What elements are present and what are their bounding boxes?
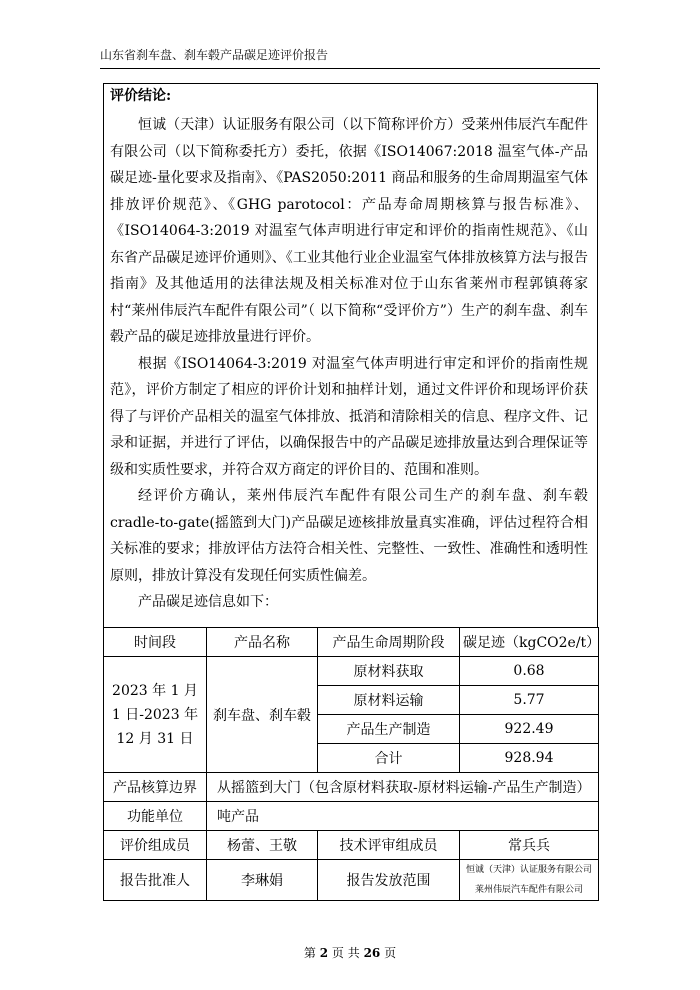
table-row — [104, 657, 599, 686]
page-mid: 页 共 — [331, 946, 360, 960]
header-product: 产品名称 — [207, 628, 318, 657]
team-row — [104, 831, 599, 860]
value-cell: 922.49 — [460, 715, 599, 744]
boundary-row — [104, 773, 599, 802]
stage-cell: 原材料获取 — [318, 657, 460, 686]
paragraph-confirmation: 经评价方确认，莱州伟辰汽车配件有限公司生产的刹车盘、刹车毂cradle-to-gate(摇篮到大门)产品碳足迹核排放量真实准确，评估过程符合相关标准的要求；排放评估方法符合相关性、完整性、一致性、准确性和透明性原则，排放计算没有发现任何实质性偏差。 — [110, 488, 588, 584]
unit-value: 吨产品 — [207, 802, 599, 831]
distribution-value — [460, 860, 599, 901]
table-header-row — [104, 628, 599, 657]
functional-unit-row — [104, 802, 599, 831]
product-cell: 刹车盘、刹车毂 — [207, 657, 318, 773]
team-label: 评价组成员 — [104, 831, 207, 860]
approver-value: 李琳娟 — [207, 860, 318, 901]
approver-label: 报告批准人 — [104, 860, 207, 901]
stage-cell: 产品生产制造 — [318, 715, 460, 744]
header-divider — [100, 68, 600, 69]
report-header: 山东省刹车盘、刹车毂产品碳足迹评价报告 — [100, 48, 329, 62]
boundary-label: 产品核算边界 — [104, 773, 207, 802]
team-value: 杨蕾、王敬 — [207, 831, 318, 860]
distribution-label: 报告发放范围 — [318, 860, 460, 901]
page-prefix: 第 — [303, 946, 316, 960]
total-pages: 26 — [363, 946, 381, 960]
paragraph-method: 根据《ISO14064-3:2019 对温室气体声明进行审定和评价的指南性规范》，评价方制定了相应的评价计划和抽样计划，通过文件评价和现场评价获得了与评价产品相关的温室气体排放、抵消和清除相关的信息、程序文件、记录和证据，并进行了评估，以确保报告中的产品碳足迹排放量达到合理保证等级和实质性要求，并符合双方商定的评价目的、范围和准则。 — [110, 355, 588, 478]
evaluation-body — [110, 112, 588, 616]
paragraph-info-lead: 产品碳足迹信息如下： — [138, 594, 278, 610]
page-number — [0, 944, 700, 961]
paragraph-intro: 恒诚（天津）认证服务有限公司（以下简称评价方）受莱州伟辰汽车配件有限公司（以下简称委托方）委托，依据《ISO14067:2018 温室气体-产品碳足迹-量化要求及指南》、《PAS2050:2011 商品和服务的生命周期温室气体排放评价规范》、《GHG parotocol：产品寿命周期核算与报告标准》、《ISO14064-3:2019 对温室气体声明进行审定和评价的指南性规范》、《山东省产品碳足迹评价通则》、《工业其他行业企业温室气体排放核算方法与报告指南》及其他适用的法律法规及相关标准对位于山东省莱州市程郭镇蒋家村“莱州伟辰汽车配件有限公司”（ 以下简称“受评价方”）生产的刹车盘、刹车毂产品的碳足迹排放量进行评价。 — [110, 117, 588, 345]
header-period: 时间段 — [104, 628, 207, 657]
header-stage: 产品生命周期阶段 — [318, 628, 460, 657]
value-cell: 5.77 — [460, 686, 599, 715]
approval-row — [104, 860, 599, 901]
boundary-value: 从摇篮到大门（包含原材料获取-原材料运输-产品生产制造） — [207, 773, 599, 802]
current-page: 2 — [319, 946, 329, 960]
period-cell: 2023 年 1 月 1 日-2023 年 12 月 31 日 — [104, 657, 207, 773]
value-cell: 928.94 — [460, 744, 599, 773]
stage-cell: 原材料运输 — [318, 686, 460, 715]
evaluation-title: 评价结论: — [110, 88, 172, 104]
stage-cell: 合计 — [318, 744, 460, 773]
distribution-item: 莱州伟辰汽车配件有限公司 — [474, 885, 583, 895]
header-footprint: 碳足迹（kgCO2e/t） — [460, 628, 599, 657]
distribution-item: 恒诚（天津）认证服务有限公司 — [465, 865, 592, 875]
value-cell: 0.68 — [460, 657, 599, 686]
page-suffix: 页 — [384, 946, 397, 960]
review-label: 技术评审组成员 — [318, 831, 460, 860]
unit-label: 功能单位 — [104, 802, 207, 831]
carbon-footprint-table — [103, 627, 599, 901]
review-value: 常兵兵 — [460, 831, 599, 860]
